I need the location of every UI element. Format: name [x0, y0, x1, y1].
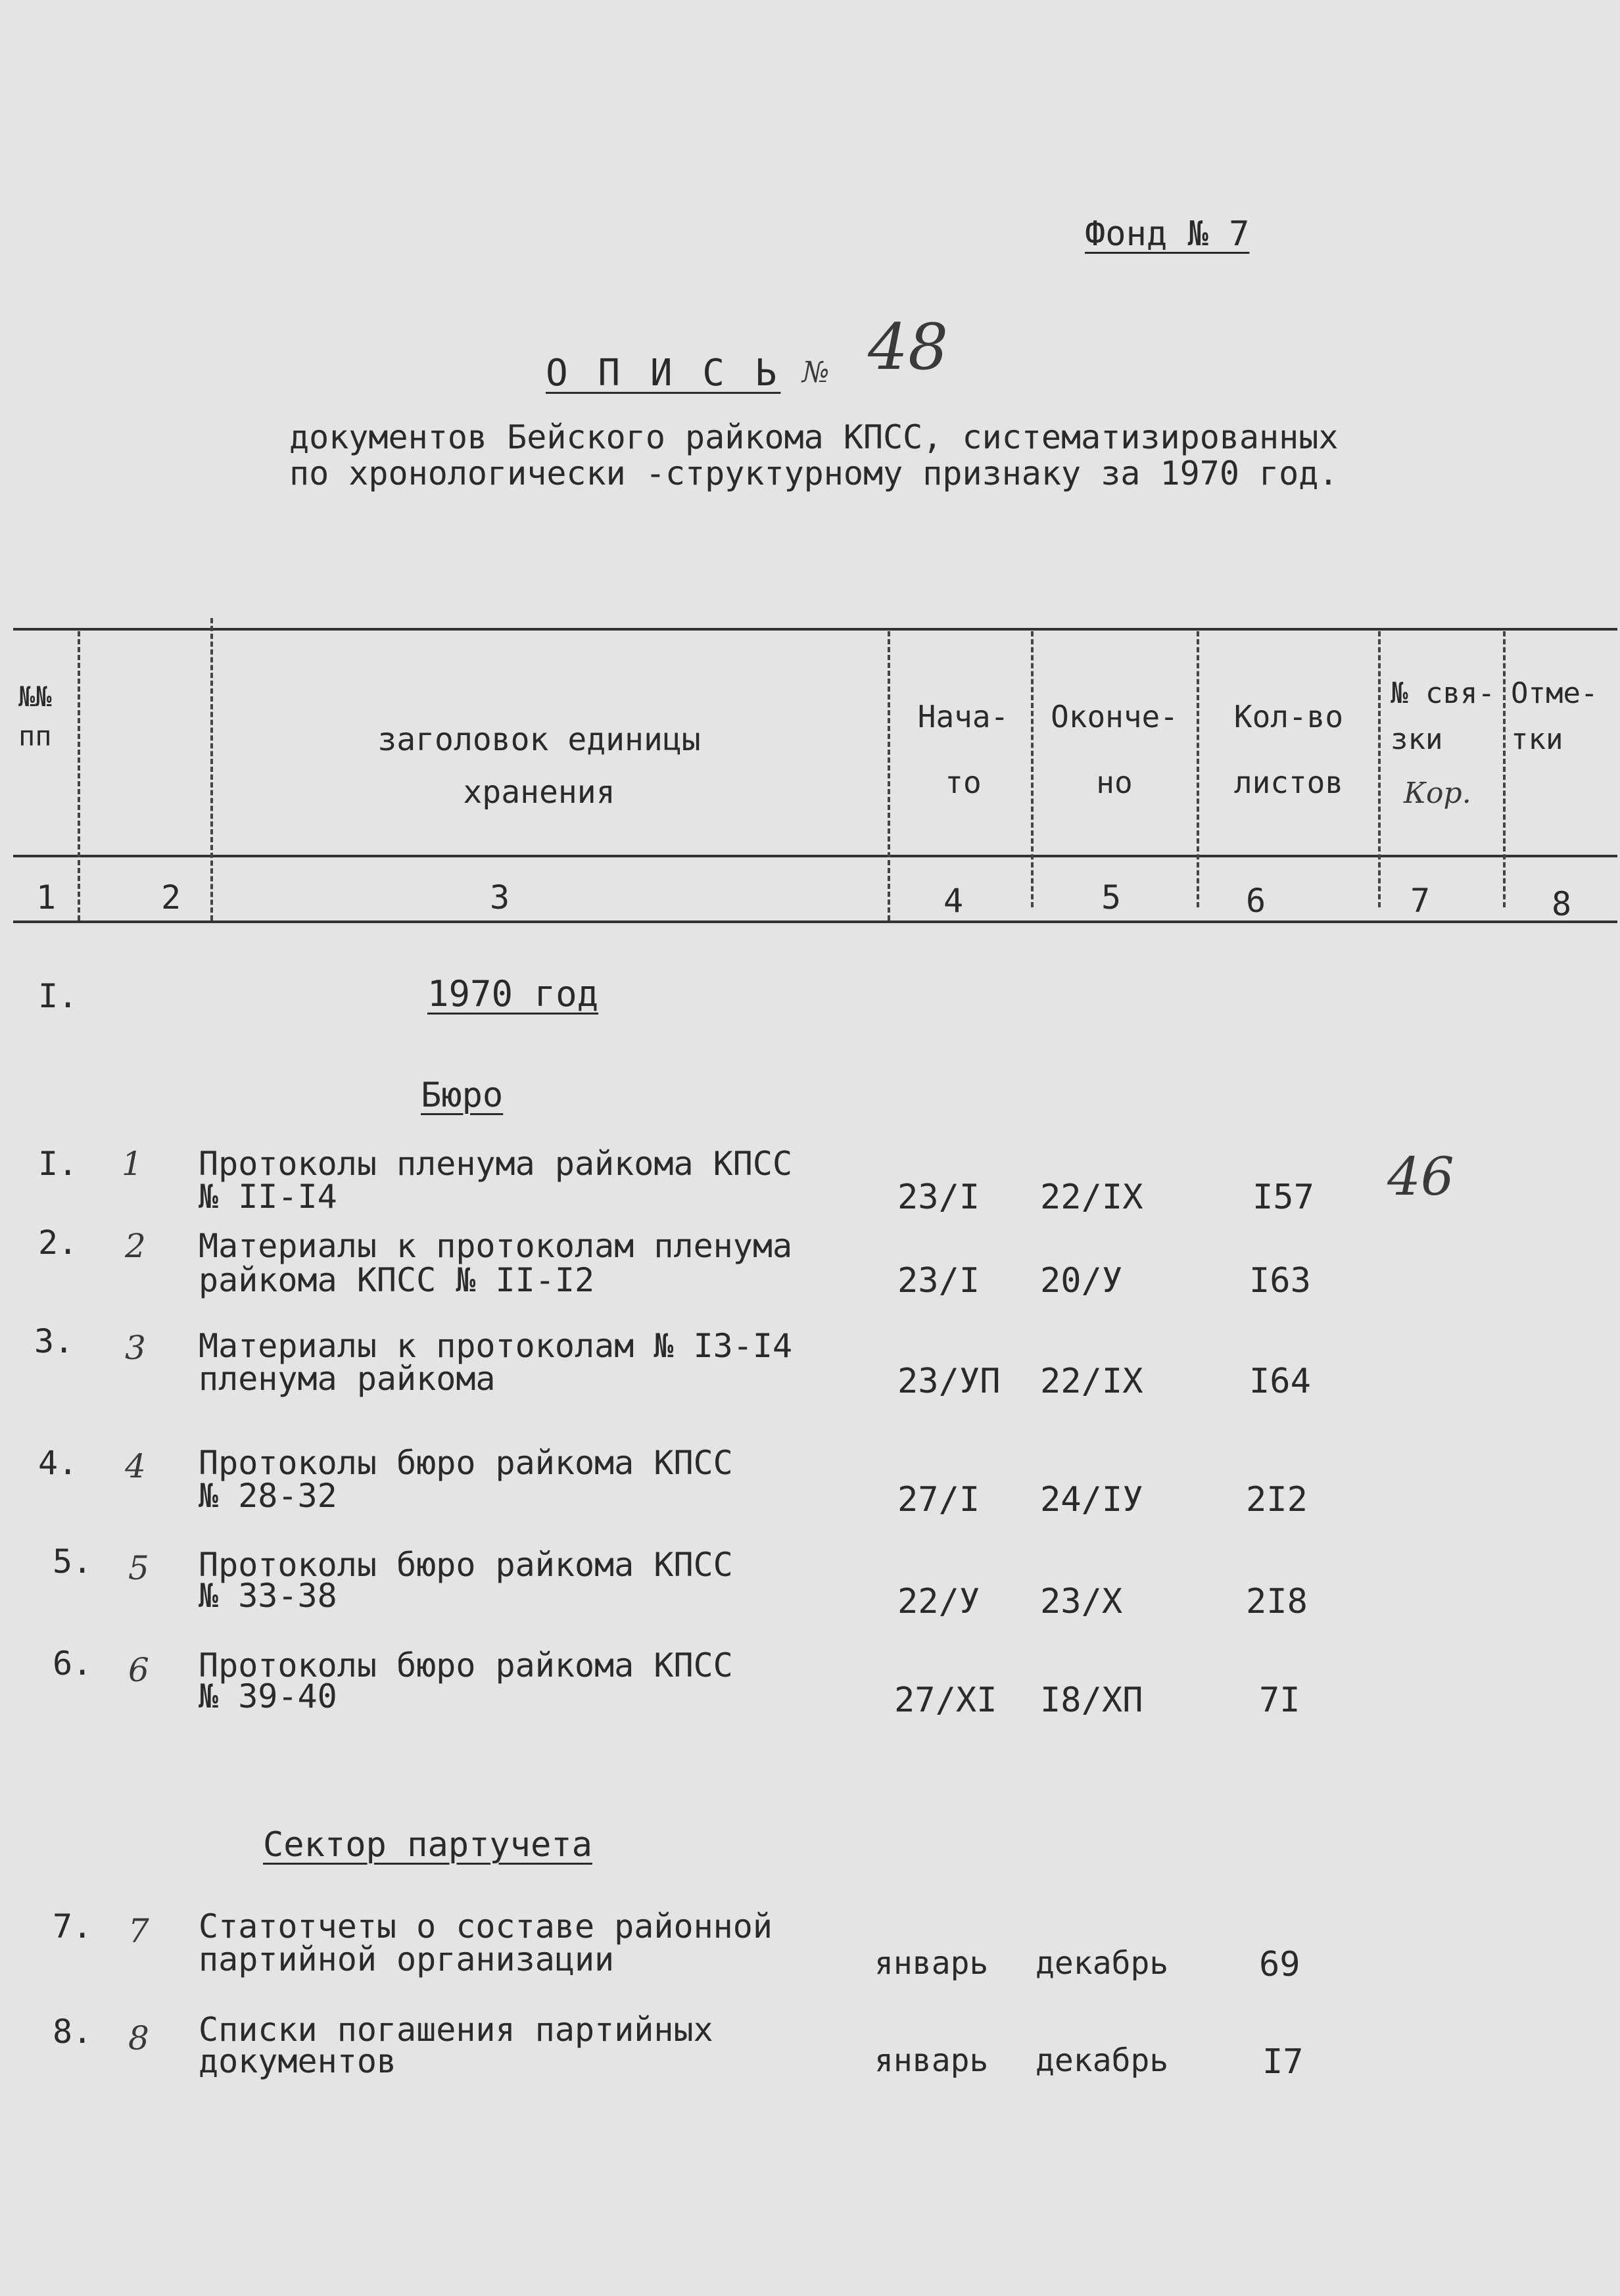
header-col-title: заголовок единицы хранения — [377, 721, 701, 811]
row-title-line-2: райкома КПСС № II-I2 — [199, 1261, 595, 1299]
row-title-line-2: № 39-40 — [199, 1677, 337, 1715]
column-separator — [1197, 631, 1199, 907]
row-sheet-count: I64 — [1249, 1362, 1311, 1401]
row-title-line-1: Материалы к протоколам № I3-I4 — [199, 1327, 793, 1365]
row-number: I. — [38, 1145, 78, 1183]
column-separator — [1031, 631, 1034, 907]
row-start-date: 23/I — [897, 1261, 980, 1301]
table-numbers-rule — [13, 921, 1617, 923]
row-title-line-1: Протоколы бюро райкома КПСС — [199, 1444, 733, 1482]
header-col-box: № свя- зки — [1391, 677, 1495, 756]
year-heading: 1970 год — [427, 973, 599, 1015]
row-number-handwritten: 7 — [128, 1912, 149, 1950]
row-number: 5. — [53, 1543, 93, 1581]
row-title-line-1: Протоколы бюро райкома КПСС — [199, 1646, 733, 1685]
row-number: 7. — [53, 1907, 93, 1946]
opis-number-prefix: № — [802, 356, 830, 389]
row-number-handwritten: 6 — [128, 1651, 149, 1689]
header-col-remarks: Отме- тки — [1511, 677, 1598, 756]
header-col-box-note: Кор. — [1404, 777, 1471, 810]
row-sheet-count: I63 — [1249, 1261, 1311, 1301]
row-number: 3. — [34, 1322, 74, 1360]
column-separator — [888, 631, 890, 921]
row-end-date: 20/У — [1040, 1261, 1123, 1301]
row-title-line-1: Списки погашения партийных — [199, 2011, 713, 2049]
row-start-date: 27/I — [897, 1480, 980, 1519]
row-number-handwritten: 3 — [125, 1329, 146, 1367]
row-title-line-2: № 28-32 — [199, 1477, 337, 1515]
row-sheet-count: 7I — [1259, 1681, 1300, 1720]
row-number: 2. — [38, 1224, 78, 1262]
row-end-date: 24/IУ — [1040, 1480, 1143, 1519]
opis-title: О П И С Ь — [546, 352, 781, 395]
row-number-handwritten: 5 — [128, 1549, 149, 1587]
subsection-heading-bureau: Бюро — [421, 1076, 504, 1115]
row-start-date: 22/У — [897, 1582, 980, 1621]
column-number: 4 — [943, 882, 964, 920]
column-separator — [1503, 631, 1506, 907]
table-header-rule — [13, 855, 1617, 857]
column-separator — [1378, 631, 1381, 907]
row-title-line-2: пленума райкома — [199, 1360, 496, 1398]
column-number: 3 — [489, 878, 510, 917]
row-number-handwritten: 1 — [122, 1145, 143, 1183]
row-sheet-count: I7 — [1262, 2042, 1304, 2082]
row-end-date: 22/IX — [1040, 1178, 1143, 1217]
table-top-rule — [13, 628, 1617, 631]
row-box-number: 46 — [1387, 1146, 1454, 1207]
row-end-date: 23/X — [1040, 1582, 1123, 1621]
row-end-date: декабрь — [1036, 2042, 1169, 2079]
row-number: 4. — [38, 1444, 78, 1482]
row-title-line-1: Протоколы бюро райкома КПСС — [199, 1546, 733, 1584]
section-number: I. — [38, 977, 78, 1015]
column-number: 8 — [1551, 885, 1572, 923]
fond-label: Фонд № 7 — [1085, 214, 1250, 254]
row-start-date: 23/УП — [897, 1362, 1001, 1401]
subsection-heading-party-records: Сектор партучета — [263, 1825, 592, 1865]
column-separator — [78, 631, 80, 921]
row-title-line-2: документов — [199, 2042, 397, 2080]
row-number: 8. — [53, 2013, 93, 2051]
column-number: 1 — [36, 878, 57, 917]
row-number-handwritten: 2 — [125, 1227, 146, 1265]
header-col-sheets: Кол-во листов — [1233, 699, 1344, 800]
row-end-date: декабрь — [1036, 1945, 1169, 1982]
row-start-date: январь — [874, 2042, 989, 2079]
row-sheet-count: I57 — [1252, 1178, 1314, 1217]
row-end-date: I8/XП — [1040, 1681, 1143, 1720]
column-number: 6 — [1245, 882, 1266, 920]
row-end-date: 22/IX — [1040, 1362, 1143, 1401]
row-title-line-2: № 33-38 — [199, 1577, 337, 1615]
row-sheet-count: 2I8 — [1246, 1582, 1308, 1621]
row-start-date: 27/XI — [894, 1681, 997, 1720]
row-number-handwritten: 4 — [125, 1447, 146, 1485]
column-number: 7 — [1410, 882, 1431, 920]
row-sheet-count: 69 — [1259, 1945, 1300, 1984]
row-title-line-2: партийной организации — [199, 1940, 615, 1978]
row-sheet-count: 2I2 — [1246, 1480, 1308, 1519]
row-start-date: 23/I — [897, 1178, 980, 1217]
row-title-line-1: Статотчеты о составе районной — [199, 1907, 773, 1946]
header-col-end: Оконче- но — [1051, 699, 1178, 800]
column-separator — [210, 618, 213, 921]
row-title-line-2: № II-I4 — [199, 1178, 337, 1216]
header-col-start: Нача- то — [917, 699, 1009, 800]
row-title-line-1: Протоколы пленума райкома КПСС — [199, 1145, 793, 1183]
column-number: 2 — [160, 878, 181, 917]
opis-number: 48 — [868, 310, 949, 384]
header-col-number: №№ пп — [18, 681, 52, 752]
row-number: 6. — [53, 1644, 93, 1683]
column-number: 5 — [1101, 878, 1122, 917]
description-line-1: документов Бейского райкома КПСС, систематизированных — [289, 418, 1339, 456]
description-line-2: по хронологически -структурному признаку за 1970 год. — [289, 454, 1339, 492]
row-number-handwritten: 8 — [128, 2019, 149, 2057]
row-start-date: январь — [874, 1945, 989, 1982]
row-title-line-1: Материалы к протоколам пленума — [199, 1227, 793, 1265]
